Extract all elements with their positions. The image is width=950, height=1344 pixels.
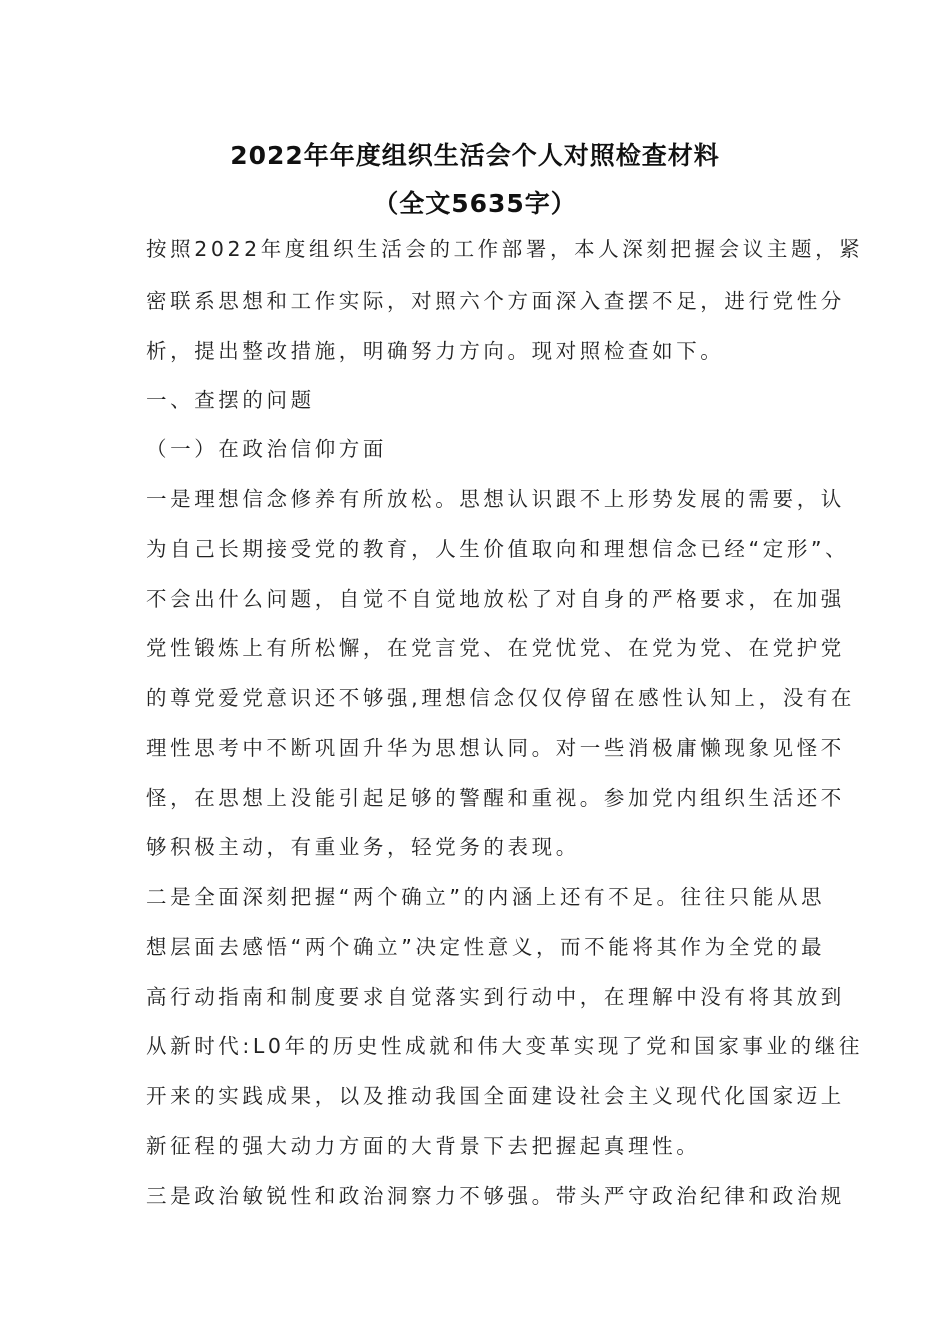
section-heading: 一、查摆的问题 xyxy=(146,388,315,412)
document-title: 2022年年度组织生活会个人对照检查材料 xyxy=(230,141,720,170)
body-line: 从新时代:L0年的历史性成就和伟大变革实现了党和国家事业的继往 xyxy=(146,1034,863,1058)
body-line: 不会出什么问题，自觉不自觉地放松了对自身的严格要求，在加强 xyxy=(146,587,845,611)
body-line: 开来的实践成果，以及推动我国全面建设社会主义现代化国家迈上 xyxy=(146,1084,845,1108)
body-line: 党性锻炼上有所松懈，在党言党、在党忧党、在党为党、在党护党 xyxy=(146,636,845,660)
body-line: 理性思考中不断巩固升华为思想认同。对一些消极庸懒现象见怪不 xyxy=(146,736,845,760)
body-line: 按照2022年度组织生活会的工作部署，本人深刻把握会议主题，紧 xyxy=(146,237,864,261)
subsection-heading: （一）在政治信仰方面 xyxy=(146,437,387,461)
document-subtitle: （全文5635字） xyxy=(373,189,577,218)
body-line: 的尊党爱党意识还不够强,理想信念仅仅停留在感性认知上，没有在 xyxy=(146,686,856,710)
body-line: 高行动指南和制度要求自觉落实到行动中，在理解中没有将其放到 xyxy=(146,985,845,1009)
body-line: 二是全面深刻把握“两个确立”的内涵上还有不足。往往只能从思 xyxy=(146,885,826,909)
body-line: 怪，在思想上没能引起足够的警醒和重视。参加党内组织生活还不 xyxy=(146,786,845,810)
body-line: 想层面去感悟“两个确立”决定性意义，而不能将其作为全党的最 xyxy=(146,935,826,959)
body-line: 新征程的强大动力方面的大背景下去把握起真理性。 xyxy=(146,1134,701,1158)
body-line: 一是理想信念修养有所放松。思想认识跟不上形势发展的需要，认 xyxy=(146,487,845,511)
body-line: 够积极主动，有重业务，轻党务的表现。 xyxy=(146,835,580,859)
body-line: 为自己长期接受党的教育，人生价值取向和理想信念已经“定形”、 xyxy=(146,537,850,561)
body-line: 密联系思想和工作实际，对照六个方面深入查摆不足，进行党性分 xyxy=(146,289,845,313)
body-line: 析，提出整改措施，明确努力方向。现对照检查如下。 xyxy=(146,339,725,363)
body-line: 三是政治敏锐性和政治洞察力不够强。带头严守政治纪律和政治规 xyxy=(146,1184,845,1208)
